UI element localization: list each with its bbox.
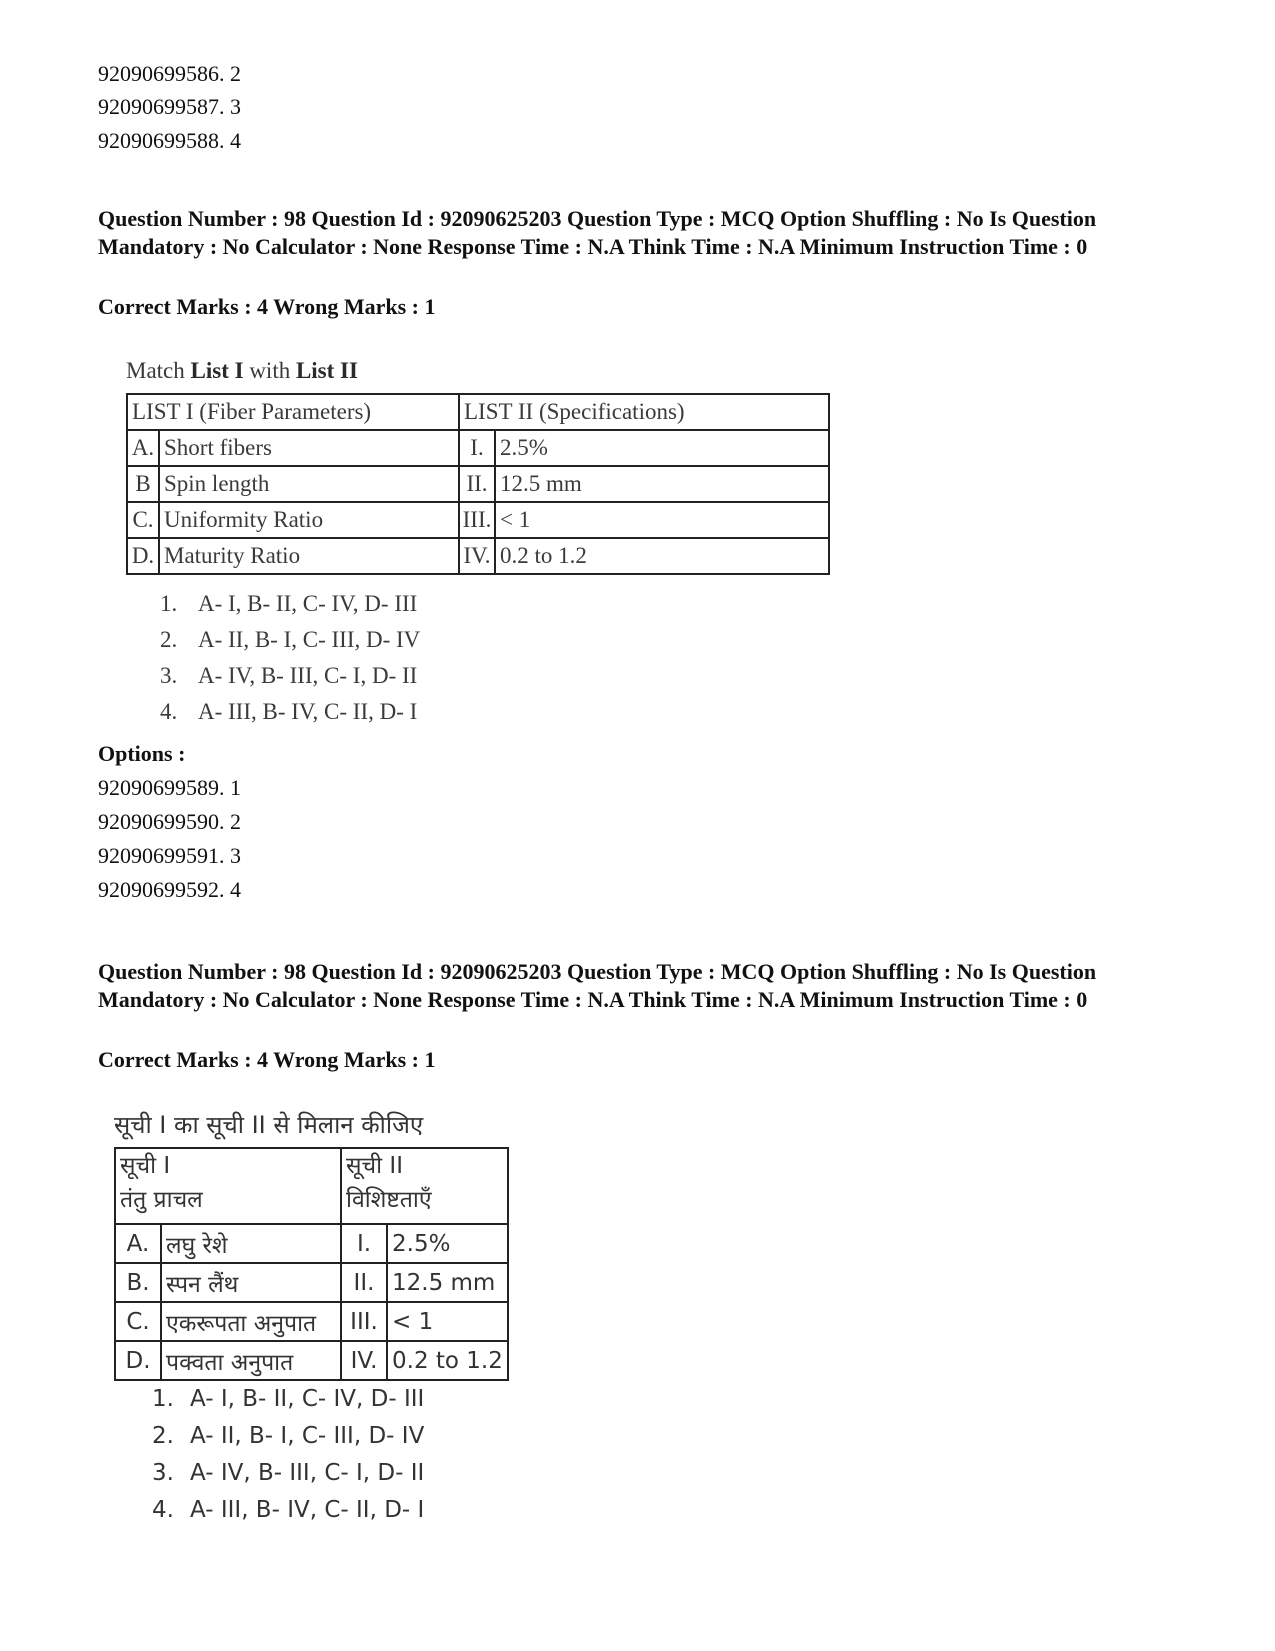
row-desc: Spin length	[159, 466, 459, 502]
table-row	[115, 1263, 508, 1302]
list1-header-line1: सूची I	[120, 1153, 171, 1179]
row-rkey: I.	[459, 430, 495, 466]
choice-number: 4.	[160, 699, 178, 724]
row-spec: 12.5 mm	[387, 1263, 508, 1302]
row-desc: Short fibers	[159, 430, 459, 466]
row-key: A.	[115, 1224, 161, 1263]
option-line: 92090699590. 2	[98, 809, 241, 834]
question-header: Question Number : 98 Question Id : 92090625203 Question Type : MCQ Option Shuffling : No Is Question Mandatory : No Calculator : None Response Time : N.A Think Time : N.A Minimum Instruction Time : 0	[98, 959, 1097, 1012]
choice-number: 3.	[160, 663, 178, 688]
choice-item	[160, 694, 420, 730]
choice-list-hindi	[152, 1381, 424, 1529]
question-instruction	[126, 357, 358, 385]
list1-header	[115, 1148, 341, 1224]
title-mid: with	[243, 358, 296, 383]
table-header-row	[115, 1148, 508, 1224]
row-rkey: III.	[341, 1302, 387, 1341]
choice-item	[152, 1381, 424, 1418]
row-spec: 2.5%	[387, 1224, 508, 1263]
row-spec: < 1	[387, 1302, 508, 1341]
row-key: C.	[115, 1302, 161, 1341]
question-instruction-hindi: सूची I का सूची II से मिलान कीजिए	[114, 1111, 424, 1139]
marks-line: Correct Marks : 4 Wrong Marks : 1	[98, 294, 436, 319]
list2-header	[341, 1148, 508, 1224]
match-table	[126, 393, 830, 575]
choice-number: 2.	[160, 627, 178, 652]
row-rkey: IV.	[341, 1341, 387, 1380]
choice-item	[152, 1455, 424, 1492]
choice-text: A- II, B- I, C- III, D- IV	[198, 627, 421, 652]
choice-text: A- I, B- II, C- IV, D- III	[190, 1386, 425, 1412]
row-rkey: IV.	[459, 538, 495, 574]
row-spec: 12.5 mm	[495, 466, 829, 502]
row-key: D.	[127, 538, 159, 574]
option-line: 92090699586. 2	[98, 61, 241, 86]
row-key: A.	[127, 430, 159, 466]
row-spec: 0.2 to 1.2	[387, 1341, 508, 1380]
list1-header-line2: तंतु प्राचल	[120, 1187, 203, 1213]
row-key: B	[127, 466, 159, 502]
row-rkey: III.	[459, 502, 495, 538]
choice-text: A- IV, B- III, C- I, D- II	[190, 1460, 425, 1486]
title-list1: List I	[190, 358, 244, 383]
option-line: 92090699588. 4	[98, 128, 241, 153]
row-desc: पक्वता अनुपात	[161, 1341, 341, 1380]
choice-item	[160, 586, 420, 622]
table-row	[115, 1341, 508, 1380]
choice-item	[160, 658, 420, 694]
choice-text: A- IV, B- III, C- I, D- II	[198, 663, 418, 688]
option-line: 92090699587. 3	[98, 94, 241, 119]
list2-header-line1: सूची II	[346, 1153, 403, 1179]
choice-item	[160, 622, 420, 658]
choice-text: A- III, B- IV, C- II, D- I	[190, 1497, 425, 1523]
option-line: 92090699589. 1	[98, 775, 241, 800]
list2-header: LIST II (Specifications)	[459, 394, 829, 430]
row-desc: लघु रेशे	[161, 1224, 341, 1263]
table-row	[115, 1302, 508, 1341]
row-desc: Maturity Ratio	[159, 538, 459, 574]
choice-number: 2.	[152, 1423, 174, 1449]
choice-number: 3.	[152, 1460, 174, 1486]
option-line: 92090699592. 4	[98, 877, 241, 902]
row-key: D.	[115, 1341, 161, 1380]
row-rkey: II.	[459, 466, 495, 502]
question-header: Question Number : 98 Question Id : 92090625203 Question Type : MCQ Option Shuffling : No Is Question Mandatory : No Calculator : None Response Time : N.A Think Time : N.A Minimum Instruction Time : 0	[98, 206, 1097, 259]
table-row	[127, 538, 829, 574]
row-key: B.	[115, 1263, 161, 1302]
row-desc: एकरूपता अनुपात	[161, 1302, 341, 1341]
marks-line: Correct Marks : 4 Wrong Marks : 1	[98, 1047, 436, 1072]
row-key: C.	[127, 502, 159, 538]
title-prefix: Match	[126, 358, 191, 383]
choice-text: A- I, B- II, C- IV, D- III	[198, 591, 418, 616]
row-spec: 0.2 to 1.2	[495, 538, 829, 574]
choice-list	[160, 586, 420, 730]
choice-number: 1.	[152, 1386, 174, 1412]
choice-text: A- II, B- I, C- III, D- IV	[190, 1423, 425, 1449]
row-rkey: II.	[341, 1263, 387, 1302]
choice-number: 4.	[152, 1497, 174, 1523]
choice-number: 1.	[160, 591, 178, 616]
option-line: 92090699591. 3	[98, 843, 241, 868]
list2-header-line2: विशिष्टताएँ	[346, 1187, 432, 1213]
list1-header: LIST I (Fiber Parameters)	[127, 394, 459, 430]
match-table-hindi	[114, 1147, 509, 1381]
choice-item	[152, 1492, 424, 1529]
row-desc: स्पन लैंथ	[161, 1263, 341, 1302]
table-row	[127, 430, 829, 466]
table-header-row	[127, 394, 829, 430]
table-row	[115, 1224, 508, 1263]
table-row	[127, 502, 829, 538]
row-spec: < 1	[495, 502, 829, 538]
options-label: Options :	[98, 741, 186, 766]
row-desc: Uniformity Ratio	[159, 502, 459, 538]
row-rkey: I.	[341, 1224, 387, 1263]
title-list2: List II	[295, 358, 358, 383]
row-spec: 2.5%	[495, 430, 829, 466]
table-row	[127, 466, 829, 502]
choice-text: A- III, B- IV, C- II, D- I	[198, 699, 418, 724]
choice-item	[152, 1418, 424, 1455]
